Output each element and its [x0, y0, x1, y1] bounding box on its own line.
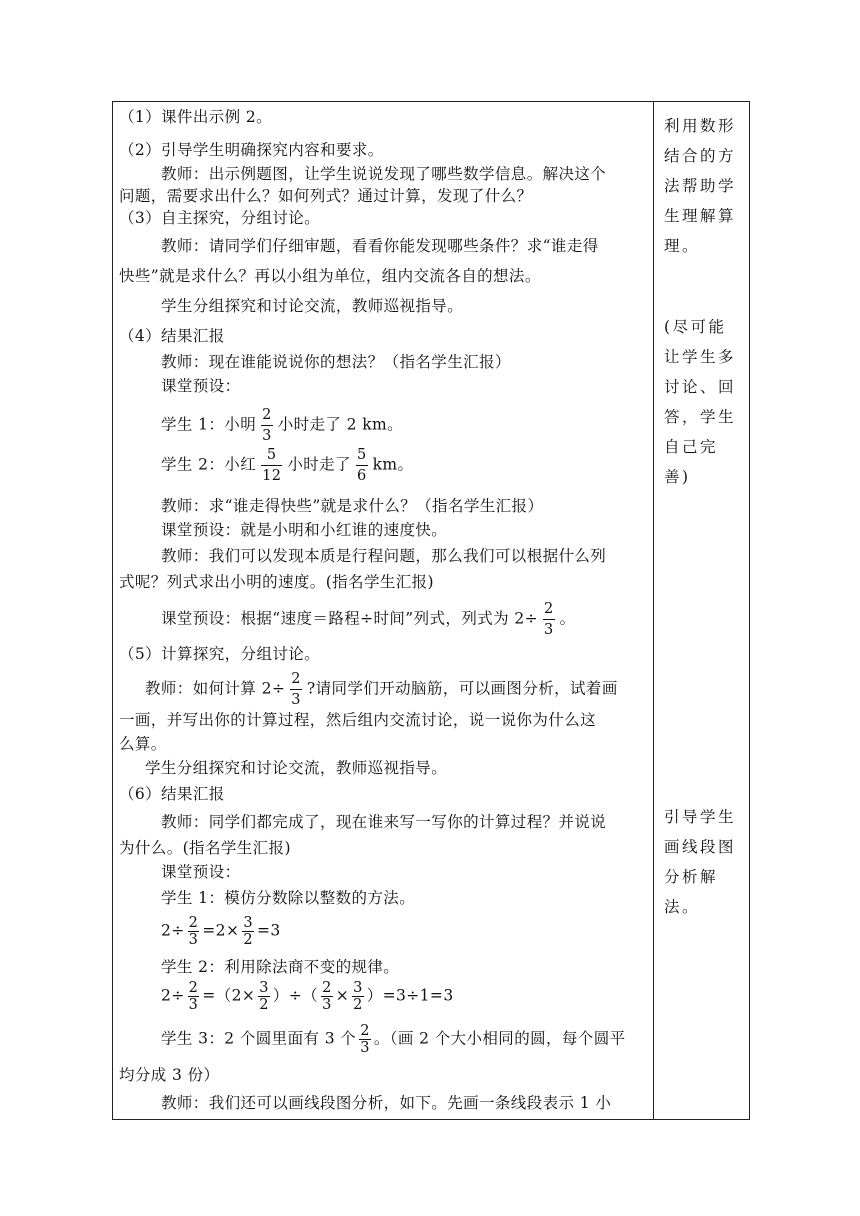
denominator: 3 — [262, 428, 272, 444]
fraction — [261, 405, 273, 446]
teaching-process-column — [113, 102, 653, 1119]
text-line: 教师：我们还可以画线段图分析，如下。先画一条线段表示 1 小 — [161, 1094, 612, 1112]
text-line — [145, 669, 618, 710]
step-6-line: （6）结果汇报 — [119, 785, 225, 803]
step-2-line: （2）引导学生明确探究内容和要求。 — [119, 141, 384, 159]
text-span: 。 — [559, 609, 576, 628]
fraction — [543, 599, 555, 640]
fraction — [359, 1023, 371, 1056]
numerator: 2 — [322, 980, 332, 996]
text-span: 2÷ — [161, 921, 185, 940]
text-span: 教师：如何计算 2÷ — [145, 679, 286, 698]
text-span: =3 — [256, 921, 281, 940]
text-span: 课堂预设：根据“速度＝路程÷时间”列式，列式为 2÷ — [161, 609, 539, 628]
side-note-line: 答，学生 — [664, 408, 737, 426]
numerator: 5 — [261, 445, 282, 466]
student-2-line — [161, 445, 413, 486]
denominator: 2 — [259, 997, 269, 1013]
text-span: × — [335, 986, 350, 1005]
text-span: km。 — [372, 455, 414, 474]
step-3-line: （3）自主探究，分组讨论。 — [119, 209, 321, 227]
denominator: 2 — [243, 932, 253, 948]
text-span: ）÷（ — [272, 986, 319, 1005]
text-line: 么算。 — [119, 735, 167, 753]
text-line: 式呢？列式求出小明的速度。(指名学生汇报) — [119, 573, 434, 591]
text-span: 2÷ — [161, 986, 185, 1005]
text-line: 教师：请同学们仔细审题，看看你能发现哪些条件？求“谁走得 — [161, 237, 599, 255]
fraction — [321, 980, 333, 1013]
denominator: 3 — [544, 622, 554, 638]
text-line: 教师：我们可以发现本质是行程问题，那么我们可以根据什么列 — [161, 547, 607, 565]
numerator: 2 — [188, 915, 199, 931]
side-note-line: 法帮助学 — [664, 177, 737, 195]
side-note-line: 法。 — [664, 898, 701, 916]
denominator: 3 — [188, 997, 199, 1013]
side-note-line: 自己完 — [664, 438, 719, 456]
denominator: 3 — [322, 997, 332, 1013]
text-line: 课堂预设： — [161, 377, 241, 395]
preset-formula-line — [161, 599, 576, 640]
denominator: 2 — [353, 997, 363, 1013]
numerator: 3 — [353, 980, 363, 996]
fraction — [261, 445, 282, 486]
numerator: 3 — [259, 980, 269, 996]
side-note-line: 结合的方 — [664, 147, 737, 165]
numerator: 2 — [188, 980, 199, 996]
text-span: 学生 1：小明 — [161, 415, 257, 434]
numerator: 5 — [356, 445, 368, 466]
numerator: 3 — [243, 915, 253, 931]
text-line: 问题，需要求出什么？如何列式？通过计算，发现了什么？ — [119, 187, 533, 205]
equation-line — [161, 980, 454, 1013]
fraction — [356, 445, 368, 486]
denominator: 3 — [188, 932, 199, 948]
text-line: 教师：同学们都完成了，现在谁来写一写你的计算过程？并说说 — [161, 813, 607, 831]
text-line: 学生分组探究和讨论交流，教师巡视指导。 — [161, 297, 464, 315]
text-line: 教师：求“谁走得快些”就是求什么？（指名学生汇报） — [161, 497, 544, 515]
fraction — [352, 980, 364, 1013]
text-line: 教师：出示例题图，让学生说说发现了哪些数学信息。解决这个 — [161, 165, 607, 183]
step-5-line: （5）计算探究，分组讨论。 — [119, 645, 321, 663]
text-span: 。（画 2 个大小相同的圆，每个圆平 — [373, 1029, 626, 1048]
side-note-line: 理。 — [664, 237, 701, 255]
step-1-line: （1）课件出示例 2。 — [119, 108, 273, 126]
text-line: 为什么。(指名学生汇报) — [119, 839, 291, 857]
fraction — [188, 980, 200, 1013]
text-line: 课堂预设：就是小明和小红谁的速度快。 — [161, 521, 448, 539]
student-1-line — [161, 405, 403, 446]
fraction — [242, 915, 254, 948]
text-span: ）=3÷1=3 — [366, 986, 454, 1005]
text-span: 学生 2：小红 — [161, 455, 257, 474]
side-note-line: 引导学生 — [664, 808, 737, 826]
text-span: 小时走了 — [287, 455, 351, 474]
side-note-line: 生理解算 — [664, 207, 737, 225]
denominator: 6 — [356, 468, 367, 484]
text-span: 小时走了 2 km。 — [277, 415, 404, 434]
side-note-line: 让学生多 — [664, 348, 737, 366]
equation-line — [161, 915, 281, 948]
numerator: 2 — [543, 599, 555, 620]
side-note-line: 画线段图 — [664, 838, 737, 856]
side-note-line: (尽可能 — [664, 318, 727, 336]
side-note-line: 利用数形 — [664, 117, 737, 135]
text-line: 课堂预设： — [161, 863, 241, 881]
text-line: 一画，并写出你的计算过程，然后组内交流讨论，说一说你为什么这 — [119, 711, 597, 729]
lesson-table — [112, 101, 750, 1120]
side-note-line: 分析解 — [664, 868, 719, 886]
text-span: ?请同学们开动脑筋，可以画图分析，试着画 — [306, 679, 618, 698]
text-line: 均分成 3 份） — [119, 1066, 220, 1084]
text-line: 学生 2：利用除法商不变的规律。 — [161, 958, 400, 976]
numerator: 2 — [290, 669, 302, 690]
text-line: 学生分组探究和讨论交流，教师巡视指导。 — [145, 759, 448, 777]
numerator: 2 — [261, 405, 273, 426]
numerator: 2 — [360, 1023, 370, 1039]
text-span: 学生 3：2 个圆里面有 3 个 — [161, 1029, 357, 1048]
side-note-line: 善) — [664, 468, 691, 486]
design-intent-column — [654, 102, 749, 1119]
step-4-line: （4）结果汇报 — [119, 327, 225, 345]
text-line: 学生 1：模仿分数除以整数的方法。 — [161, 889, 416, 907]
fraction — [188, 915, 200, 948]
fraction — [290, 669, 302, 710]
text-span: =2× — [202, 921, 240, 940]
denominator: 3 — [291, 692, 301, 708]
student-3-line — [161, 1023, 626, 1056]
text-line: 快些”就是求什么？再以小组为单位，组内交流各自的想法。 — [119, 267, 541, 285]
side-note-line: 讨论、回 — [664, 378, 737, 396]
text-line: 教师：现在谁能说说你的想法？（指名学生汇报） — [161, 353, 511, 371]
fraction — [258, 980, 270, 1013]
denominator: 12 — [262, 468, 282, 484]
denominator: 3 — [360, 1040, 370, 1056]
text-span: =（2× — [202, 986, 256, 1005]
